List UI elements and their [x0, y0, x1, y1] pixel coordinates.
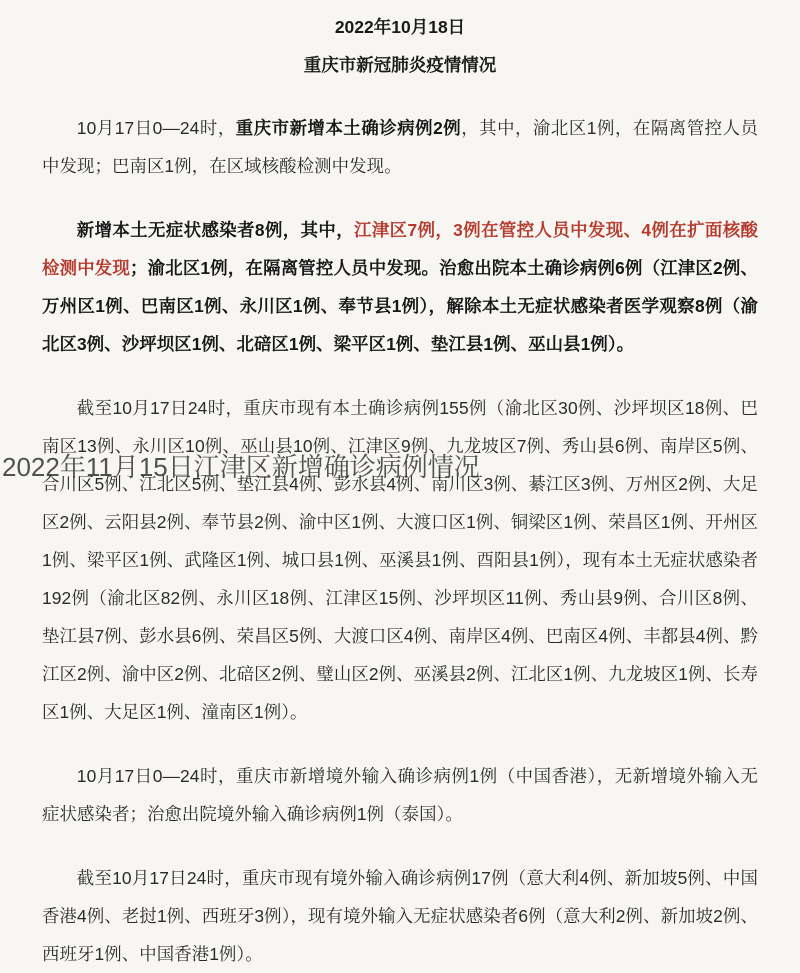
p2-segment-bold-remainder: ；渝北区1例，在隔离管控人员中发现。治愈出院本土确诊病例6例（江津区2例、万州区1例、巴南区1例、永川区1例、奉节县1例），解除本土无症状感染者医学观察8例（渝北区3例、沙坪坝区1例、北碚区1例、梁平区1例、垫江县1例、巫山县1例）。	[42, 257, 758, 354]
watermark-overlay: 2022年11月15日江津区新增确诊病例情况	[2, 452, 480, 482]
document-body	[0, 109, 800, 973]
p1-segment-detail: ，其中，渝北区1例，在隔离管控人员中发现；巴南区1例，在区域核酸检测中发现。	[42, 117, 759, 176]
page-title: 重庆市新冠肺炎疫情情况	[303, 55, 497, 76]
paragraph-current-local-cases: 截至10月17日24时，重庆市现有本土确诊病例155例（渝北区30例、沙坪坝区18例、巴南区13例、永川区10例、巫山县10例、江津区9例、九龙坡区7例、秀山县6例、南岸区5例、合川区5例、江北区5例、垫江县4例、彭水县4例、南川区3例、綦江区3例、万州区2例、大足区2例、云阳县2例、奉节县2例、渝中区1例、大渡口区1例、铜梁区1例、荣昌区1例、开州区1例、梁平区1例、武隆区1例、城口县1例、巫溪县1例、酉阳县1例），现有本土无症状感染者192例（渝北区82例、永川区18例、江津区15例、沙坪坝区11例、秀山县9例、合川区8例、垫江县7例、彭水县6例、荣昌区5例、大渡口区4例、南岸区4例、巴南区4例、丰都县4例、黔江区2例、渝中区2例、北碚区2例、璧山区2例、巫溪县2例、江北区1例、九龙坡区1例、长寿区1例、大足区1例、潼南区1例）。	[42, 397, 758, 722]
paragraph-new-imported: 10月17日0—24时，重庆市新增境外输入确诊病例1例（中国香港），无新增境外输入无症状感染者；治愈出院境外输入确诊病例1例（泰国）。	[42, 765, 758, 824]
paragraph-current-imported: 截至10月17日24时，重庆市现有境外输入确诊病例17例（意大利4例、新加坡5例、中国香港4例、老挝1例、西班牙3例），现有境外输入无症状感染者6例（意大利2例、新加坡2例、西班牙1例、中国香港1例）。	[42, 867, 758, 964]
paragraph-new-local-confirmed	[42, 109, 758, 185]
document-header	[0, 0, 800, 79]
p2-segment-bold-connector: ，其中，	[282, 219, 355, 240]
p1-segment-bold-headline: 重庆市新增本土确诊病例2例	[235, 117, 462, 138]
p1-segment-time: 10月17日0—24时，	[76, 117, 236, 138]
p2-segment-bold-headline: 新增本土无症状感染者8例	[76, 219, 283, 240]
paragraph-new-asymptomatic	[42, 211, 758, 363]
p2-segment-highlight-jiangjin: 江津区7例，3例在管控人员中发现、4例在扩面核酸检测中发现	[42, 219, 759, 278]
document-date: 2022年10月18日	[334, 17, 466, 37]
